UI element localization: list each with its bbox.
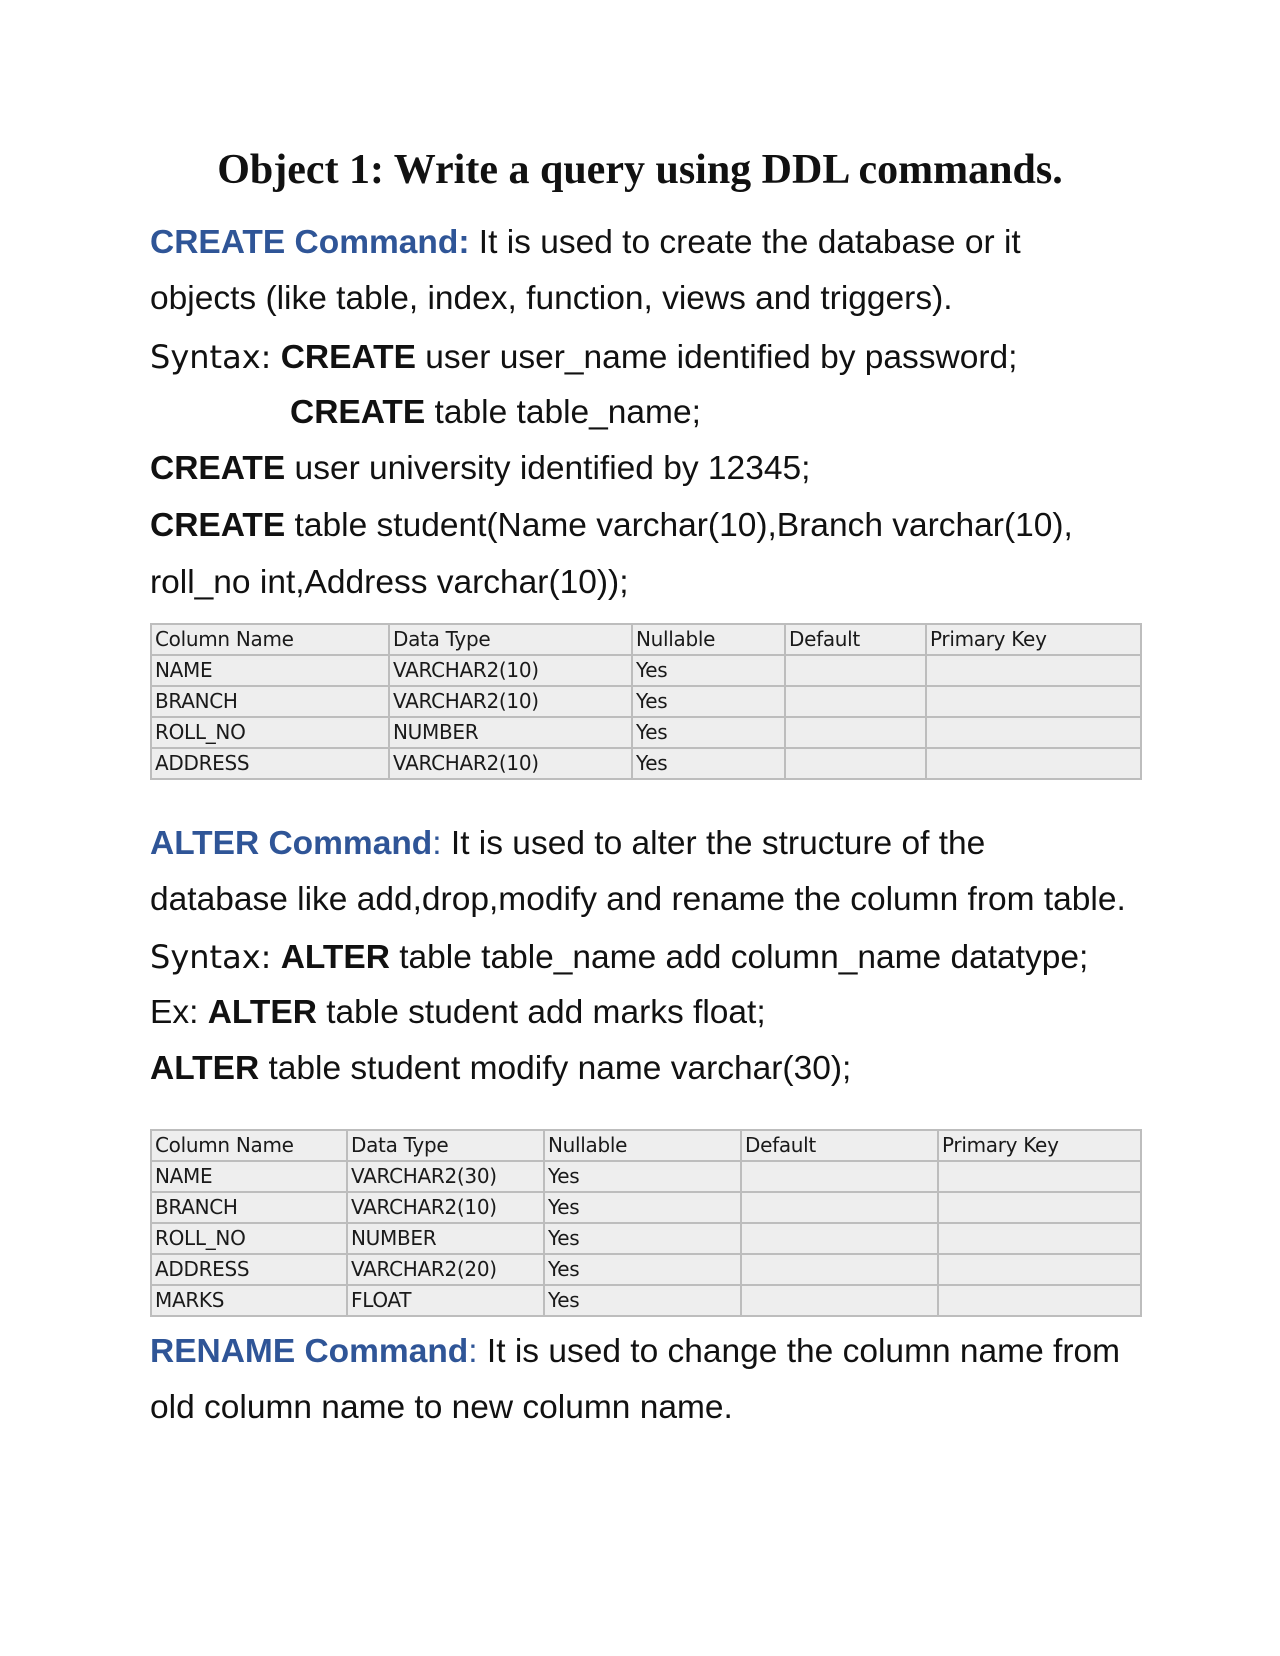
column-header: Primary Key [926,624,1141,655]
table-cell: ADDRESS [151,748,389,779]
example-label: Ex: [150,994,199,1031]
rename-description-text: It is used to change the column name from [477,1333,1121,1370]
table-cell: ROLL_NO [151,1223,347,1254]
table-cell [938,1161,1141,1192]
alter-keyword: ALTER [207,994,317,1031]
syntax-label: Syntax: [150,338,272,376]
column-header: Default [741,1130,938,1161]
create-syntax-1-text: user user_name identified by password; [415,339,1018,376]
table-cell: NAME [151,655,389,686]
table-row [151,717,1141,748]
table-row [151,1223,1141,1254]
create-syntax-line-2 [290,391,701,435]
table-cell: Yes [544,1192,741,1223]
rename-command-heading: RENAME Command [150,1333,469,1370]
table-cell: Yes [632,655,785,686]
table-cell: VARCHAR2(30) [347,1161,544,1192]
alter-description-text: It is used to alter the structure of the [441,825,986,862]
table-cell [785,717,926,748]
table-cell [926,748,1141,779]
create-example-2 [150,504,1073,548]
table-cell: NAME [151,1161,347,1192]
alter-command-heading: ALTER Command [150,825,433,862]
rename-description-line-2: old column name to new column name. [150,1389,733,1426]
table-cell [741,1254,938,1285]
create-example-2-text: table student(Name varchar(10),Branch varchar(10), [285,507,1073,544]
table-cell [938,1254,1141,1285]
create-example-1-text: user university identified by 12345; [285,450,811,487]
table-row [151,748,1141,779]
column-header: Nullable [544,1130,741,1161]
create-keyword: CREATE [280,339,416,376]
table-cell: VARCHAR2(10) [389,655,632,686]
table-row [151,1254,1141,1285]
alter-syntax-text: table table_name add column_name datatype; [389,939,1089,976]
create-command-heading: CREATE Command: [150,224,470,261]
table-cell: VARCHAR2(10) [347,1192,544,1223]
alter-keyword: ALTER [150,1050,260,1087]
table-cell [741,1223,938,1254]
table-cell: VARCHAR2(20) [347,1254,544,1285]
altered-student-table-structure [150,1129,1142,1317]
column-header: Nullable [632,624,785,655]
alter-example-1-text: table student add marks float; [316,994,766,1031]
table-cell [926,655,1141,686]
table-cell [938,1285,1141,1316]
table-cell: VARCHAR2(10) [389,748,632,779]
rename-description-line-1 [150,1330,1120,1374]
table-cell: NUMBER [389,717,632,748]
table-row [151,1285,1141,1316]
table-cell [938,1223,1141,1254]
column-header: Default [785,624,926,655]
table-header-row [151,1130,1141,1161]
alter-example-1 [150,991,766,1035]
alter-syntax-line [150,935,1088,980]
table-cell [741,1192,938,1223]
syntax-label: Syntax: [150,938,272,976]
table-cell [926,686,1141,717]
table-cell: ROLL_NO [151,717,389,748]
table-row [151,1161,1141,1192]
table-cell [938,1192,1141,1223]
table-cell: MARKS [151,1285,347,1316]
alter-heading-colon: : [432,825,442,862]
create-description-text: It is used to create the database or it [469,224,1021,261]
alter-example-2-text: table student modify name varchar(30); [259,1050,852,1087]
table-cell [785,748,926,779]
alter-description-line-2: database like add,drop,modify and rename the column from table. [150,881,1126,918]
column-header: Column Name [151,1130,347,1161]
alter-example-2 [150,1047,851,1091]
create-keyword: CREATE [290,394,426,431]
column-header: Column Name [151,624,389,655]
table-cell: FLOAT [347,1285,544,1316]
table-row [151,655,1141,686]
create-description-line-1 [150,221,1021,265]
table-cell: Yes [544,1285,741,1316]
create-example-2-continued: roll_no int,Address varchar(10)); [150,564,629,601]
create-syntax-line-1 [150,335,1017,380]
alter-keyword: ALTER [280,939,390,976]
column-header: Data Type [389,624,632,655]
table-cell [741,1161,938,1192]
student-table-structure [150,623,1142,780]
table-cell: Yes [544,1223,741,1254]
create-example-1 [150,447,810,491]
table-cell [741,1285,938,1316]
table-row [151,686,1141,717]
alter-description-line-1 [150,822,985,866]
table-header-row [151,624,1141,655]
column-header: Primary Key [938,1130,1141,1161]
table-cell: BRANCH [151,686,389,717]
table-cell: Yes [632,717,785,748]
table-cell [785,655,926,686]
create-keyword: CREATE [150,450,286,487]
create-keyword: CREATE [150,507,286,544]
page-title: Object 1: Write a query using DDL commands. [217,147,1063,193]
table-cell: Yes [544,1254,741,1285]
table-cell: Yes [544,1161,741,1192]
create-description-line-2: objects (like table, index, function, views and triggers). [150,280,953,317]
column-header: Data Type [347,1130,544,1161]
table-cell: ADDRESS [151,1254,347,1285]
rename-heading-colon: : [468,1333,478,1370]
table-cell: VARCHAR2(10) [389,686,632,717]
create-syntax-2-text: table table_name; [425,394,701,431]
table-cell: BRANCH [151,1192,347,1223]
table-cell: NUMBER [347,1223,544,1254]
table-row [151,1192,1141,1223]
table-cell [785,686,926,717]
table-cell: Yes [632,748,785,779]
table-cell: Yes [632,686,785,717]
table-cell [926,717,1141,748]
